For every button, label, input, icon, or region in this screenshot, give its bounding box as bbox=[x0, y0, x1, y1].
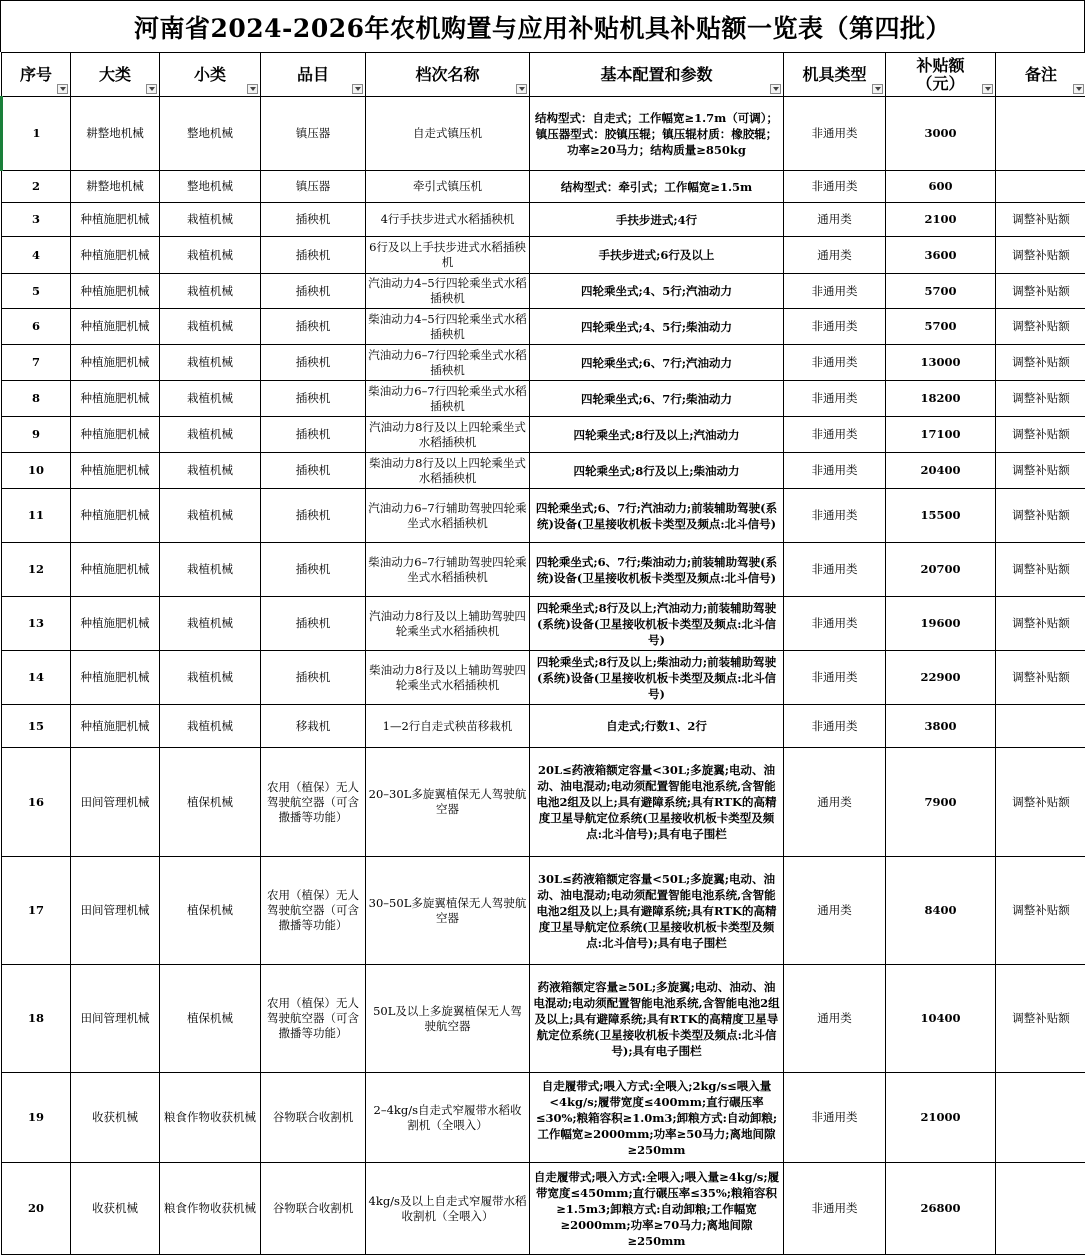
col-header-subcategory bbox=[160, 53, 261, 97]
cell-amount[interactable]: 5700 bbox=[886, 309, 996, 345]
cell-amount[interactable]: 10400 bbox=[886, 965, 996, 1073]
cell-no[interactable]: 2 bbox=[2, 171, 71, 203]
cell-amount[interactable]: 18200 bbox=[886, 381, 996, 417]
col-header-label: 补贴额（元） bbox=[906, 57, 976, 93]
cell-type[interactable]: 非通用类 bbox=[784, 1073, 886, 1163]
col-header-label: 机具类型 bbox=[802, 65, 866, 84]
filter-dropdown-icon[interactable] bbox=[247, 84, 258, 94]
cell-sub[interactable]: 植保机械 bbox=[160, 748, 261, 857]
cell-type[interactable]: 非通用类 bbox=[784, 543, 886, 597]
cell-sub[interactable]: 栽植机械 bbox=[160, 453, 261, 489]
cell-cat[interactable]: 种植施肥机械 bbox=[71, 543, 160, 597]
cell-grade[interactable]: 柴油动力4–5行四轮乘坐式水稻插秧机 bbox=[366, 309, 530, 345]
cell-no[interactable]: 8 bbox=[2, 381, 71, 417]
cell-note[interactable] bbox=[996, 1163, 1085, 1255]
col-header-spec bbox=[530, 53, 784, 97]
cell-spec[interactable]: 结构型式：牵引式；工作幅宽≥1.5m bbox=[530, 171, 784, 203]
cell-no[interactable]: 11 bbox=[2, 489, 71, 543]
cell-cat[interactable]: 耕整地机械 bbox=[71, 97, 160, 171]
cell-sub[interactable]: 栽植机械 bbox=[160, 345, 261, 381]
cell-type[interactable]: 非通用类 bbox=[784, 651, 886, 705]
cell-grade[interactable]: 汽油动力6–7行辅助驾驶四轮乘坐式水稻插秧机 bbox=[366, 489, 530, 543]
cell-note[interactable]: 调整补贴额 bbox=[996, 965, 1085, 1073]
cell-sub[interactable]: 整地机械 bbox=[160, 171, 261, 203]
cell-spec[interactable]: 手扶步进式;4行 bbox=[530, 203, 784, 237]
table-row bbox=[2, 237, 1085, 274]
cell-item[interactable]: 农用（植保）无人驾驶航空器（可含撒播等功能） bbox=[261, 857, 366, 965]
cell-amount[interactable]: 21000 bbox=[886, 1073, 996, 1163]
filter-dropdown-icon[interactable] bbox=[516, 84, 527, 94]
cell-grade[interactable]: 柴油动力6–7行辅助驾驶四轮乘坐式水稻插秧机 bbox=[366, 543, 530, 597]
cell-sub[interactable]: 栽植机械 bbox=[160, 237, 261, 274]
cell-item[interactable]: 插秧机 bbox=[261, 597, 366, 651]
cell-spec[interactable]: 手扶步进式;6行及以上 bbox=[530, 237, 784, 274]
cell-cat[interactable]: 种植施肥机械 bbox=[71, 309, 160, 345]
table-row bbox=[2, 345, 1085, 381]
cell-note[interactable]: 调整补贴额 bbox=[996, 489, 1085, 543]
cell-amount[interactable]: 600 bbox=[886, 171, 996, 203]
cell-sub[interactable]: 栽植机械 bbox=[160, 651, 261, 705]
cell-note[interactable]: 调整补贴额 bbox=[996, 748, 1085, 857]
table-row bbox=[2, 965, 1085, 1073]
cell-no[interactable]: 18 bbox=[2, 965, 71, 1073]
cell-amount[interactable]: 26800 bbox=[886, 1163, 996, 1255]
filter-dropdown-icon[interactable] bbox=[146, 84, 157, 94]
cell-grade[interactable]: 汽油动力8行及以上辅助驾驶四轮乘坐式水稻插秧机 bbox=[366, 597, 530, 651]
cell-spec[interactable]: 四轮乘坐式;8行及以上;柴油动力 bbox=[530, 453, 784, 489]
cell-amount[interactable]: 3800 bbox=[886, 705, 996, 748]
cell-cat[interactable]: 田间管理机械 bbox=[71, 748, 160, 857]
cell-type[interactable]: 非通用类 bbox=[784, 705, 886, 748]
cell-amount[interactable]: 22900 bbox=[886, 651, 996, 705]
cell-no[interactable]: 5 bbox=[2, 274, 71, 309]
col-header-note bbox=[996, 53, 1085, 97]
cell-note[interactable] bbox=[996, 171, 1085, 203]
cell-cat[interactable]: 收获机械 bbox=[71, 1163, 160, 1255]
col-header-amount bbox=[886, 53, 996, 97]
cell-no[interactable]: 20 bbox=[2, 1163, 71, 1255]
cell-note[interactable]: 调整补贴额 bbox=[996, 857, 1085, 965]
table-row bbox=[2, 651, 1085, 705]
cell-amount[interactable]: 8400 bbox=[886, 857, 996, 965]
sheet-title: 河南省2024-2026年农机购置与应用补贴机具补贴额一览表（第四批） bbox=[0, 0, 1085, 52]
cell-sub[interactable]: 栽植机械 bbox=[160, 705, 261, 748]
col-header-label: 序号 bbox=[20, 65, 52, 84]
cell-grade[interactable]: 50L及以上多旋翼植保无人驾驶航空器 bbox=[366, 965, 530, 1073]
cell-item[interactable]: 插秧机 bbox=[261, 417, 366, 453]
cell-sub[interactable]: 栽植机械 bbox=[160, 597, 261, 651]
cell-cat[interactable]: 种植施肥机械 bbox=[71, 381, 160, 417]
cell-sub[interactable]: 栽植机械 bbox=[160, 381, 261, 417]
table-row bbox=[2, 1163, 1085, 1255]
cell-grade[interactable]: 牵引式镇压机 bbox=[366, 171, 530, 203]
cell-note[interactable] bbox=[996, 1073, 1085, 1163]
col-header-type bbox=[784, 53, 886, 97]
cell-note[interactable]: 调整补贴额 bbox=[996, 345, 1085, 381]
table-row bbox=[2, 417, 1085, 453]
cell-note[interactable]: 调整补贴额 bbox=[996, 237, 1085, 274]
col-header-label: 备注 bbox=[1025, 65, 1057, 84]
cell-spec[interactable]: 自走履带式;喂入方式:全喂入;喂入量≥4kg/s;履带宽度≤450mm;直行碾压率≤35%;粮箱容积≥1.5m3;卸粮方式:自动卸粮;工作幅宽≥2000mm;功率≥70马力;离地间隙≥250mm bbox=[530, 1163, 784, 1255]
cell-note[interactable]: 调整补贴额 bbox=[996, 453, 1085, 489]
table-body bbox=[2, 97, 1085, 1255]
cell-spec[interactable]: 结构型式：自走式；工作幅宽≥1.7m（可调）；镇压器型式：胶镇压辊；镇压辊材质：橡胶辊；功率≥20马力；结构质量≥850kg bbox=[530, 97, 784, 171]
cell-grade[interactable]: 6行及以上手扶步进式水稻插秧机 bbox=[366, 237, 530, 274]
cell-item[interactable]: 谷物联合收割机 bbox=[261, 1073, 366, 1163]
cell-type[interactable]: 非通用类 bbox=[784, 274, 886, 309]
cell-type[interactable]: 非通用类 bbox=[784, 381, 886, 417]
filter-dropdown-icon[interactable] bbox=[1073, 84, 1084, 94]
cell-note[interactable]: 调整补贴额 bbox=[996, 381, 1085, 417]
table-row bbox=[2, 597, 1085, 651]
cell-sub[interactable]: 植保机械 bbox=[160, 965, 261, 1073]
cell-grade[interactable]: 20–30L多旋翼植保无人驾驶航空器 bbox=[366, 748, 530, 857]
cell-no[interactable]: 10 bbox=[2, 453, 71, 489]
cell-amount[interactable]: 3600 bbox=[886, 237, 996, 274]
cell-note[interactable]: 调整补贴额 bbox=[996, 597, 1085, 651]
cell-amount[interactable]: 5700 bbox=[886, 274, 996, 309]
table-row bbox=[2, 857, 1085, 965]
cell-spec[interactable]: 四轮乘坐式;4、5行;汽油动力 bbox=[530, 274, 784, 309]
cell-cat[interactable]: 收获机械 bbox=[71, 1073, 160, 1163]
cell-grade[interactable]: 自走式镇压机 bbox=[366, 97, 530, 171]
cell-no[interactable]: 13 bbox=[2, 597, 71, 651]
cell-grade[interactable]: 30–50L多旋翼植保无人驾驶航空器 bbox=[366, 857, 530, 965]
cell-no[interactable]: 7 bbox=[2, 345, 71, 381]
cell-sub[interactable]: 粮食作物收获机械 bbox=[160, 1073, 261, 1163]
cell-item[interactable]: 插秧机 bbox=[261, 381, 366, 417]
table-row bbox=[2, 381, 1085, 417]
cell-cat[interactable]: 种植施肥机械 bbox=[71, 417, 160, 453]
cell-sub[interactable]: 栽植机械 bbox=[160, 274, 261, 309]
filter-dropdown-icon[interactable] bbox=[352, 84, 363, 94]
table-row bbox=[2, 705, 1085, 748]
cell-type[interactable]: 非通用类 bbox=[784, 597, 886, 651]
cell-amount[interactable]: 19600 bbox=[886, 597, 996, 651]
cell-grade[interactable]: 柴油动力8行及以上辅助驾驶四轮乘坐式水稻插秧机 bbox=[366, 651, 530, 705]
cell-cat[interactable]: 种植施肥机械 bbox=[71, 597, 160, 651]
cell-no[interactable]: 12 bbox=[2, 543, 71, 597]
cell-item[interactable]: 插秧机 bbox=[261, 651, 366, 705]
cell-type[interactable]: 非通用类 bbox=[784, 97, 886, 171]
cell-note[interactable]: 调整补贴额 bbox=[996, 309, 1085, 345]
cell-no[interactable]: 19 bbox=[2, 1073, 71, 1163]
table-row bbox=[2, 171, 1085, 203]
cell-amount[interactable]: 20400 bbox=[886, 453, 996, 489]
cell-amount[interactable]: 2100 bbox=[886, 203, 996, 237]
cell-spec[interactable]: 药液箱额定容量≥50L;多旋翼;电动、油动、油电混动;电动须配置智能电池系统,含智能电池2组及以上;具有避障系统;具有RTK的高精度卫星导航定位系统(卫星接收机板卡类型及频点:北斗信号);具有电子围栏 bbox=[530, 965, 784, 1073]
table-row bbox=[2, 309, 1085, 345]
table-row bbox=[2, 1073, 1085, 1163]
cell-note[interactable]: 调整补贴额 bbox=[996, 274, 1085, 309]
filter-dropdown-icon[interactable] bbox=[57, 84, 68, 94]
cell-type[interactable]: 通用类 bbox=[784, 857, 886, 965]
col-header-grade bbox=[366, 53, 530, 97]
cell-item[interactable]: 移栽机 bbox=[261, 705, 366, 748]
cell-spec[interactable]: 30L≤药液箱额定容量<50L;多旋翼;电动、油动、油电混动;电动须配置智能电池系统,含智能电池2组及以上;具有避障系统;具有RTK的高精度卫星导航定位系统(卫星接收机板卡类型及频点:北斗信号);具有电子围栏 bbox=[530, 857, 784, 965]
cell-cat[interactable]: 田间管理机械 bbox=[71, 857, 160, 965]
cell-sub[interactable]: 粮食作物收获机械 bbox=[160, 1163, 261, 1255]
cell-grade[interactable]: 汽油动力8行及以上四轮乘坐式水稻插秧机 bbox=[366, 417, 530, 453]
col-header-label: 大类 bbox=[99, 65, 131, 84]
filter-dropdown-icon[interactable] bbox=[872, 84, 883, 94]
cell-cat[interactable]: 种植施肥机械 bbox=[71, 345, 160, 381]
cell-amount[interactable]: 20700 bbox=[886, 543, 996, 597]
col-header-label: 档次名称 bbox=[415, 65, 479, 84]
filter-dropdown-icon[interactable] bbox=[982, 84, 993, 94]
cell-grade[interactable]: 4kg/s及以上自走式窄履带水稻收割机（全喂入） bbox=[366, 1163, 530, 1255]
cell-sub[interactable]: 栽植机械 bbox=[160, 543, 261, 597]
cell-note[interactable]: 调整补贴额 bbox=[996, 543, 1085, 597]
cell-type[interactable]: 通用类 bbox=[784, 748, 886, 857]
cell-type[interactable]: 通用类 bbox=[784, 237, 886, 274]
cell-item[interactable]: 谷物联合收割机 bbox=[261, 1163, 366, 1255]
cell-cat[interactable]: 种植施肥机械 bbox=[71, 453, 160, 489]
table-row bbox=[2, 274, 1085, 309]
cell-amount[interactable]: 3000 bbox=[886, 97, 996, 171]
cell-item[interactable]: 插秧机 bbox=[261, 274, 366, 309]
cell-no[interactable]: 17 bbox=[2, 857, 71, 965]
cell-no[interactable]: 3 bbox=[2, 203, 71, 237]
cell-type[interactable]: 非通用类 bbox=[784, 1163, 886, 1255]
cell-grade[interactable]: 柴油动力8行及以上四轮乘坐式水稻插秧机 bbox=[366, 453, 530, 489]
table-row bbox=[2, 543, 1085, 597]
col-header-label: 品目 bbox=[297, 65, 329, 84]
cell-type[interactable]: 非通用类 bbox=[784, 489, 886, 543]
cell-grade[interactable]: 汽油动力4–5行四轮乘坐式水稻插秧机 bbox=[366, 274, 530, 309]
cell-item[interactable]: 农用（植保）无人驾驶航空器（可含撒播等功能） bbox=[261, 748, 366, 857]
cell-no[interactable]: 15 bbox=[2, 705, 71, 748]
cell-spec[interactable]: 四轮乘坐式;6、7行;汽油动力;前装辅助驾驶(系统)设备(卫星接收机板卡类型及频点:北斗信号) bbox=[530, 489, 784, 543]
cell-item[interactable]: 镇压器 bbox=[261, 97, 366, 171]
cell-item[interactable]: 插秧机 bbox=[261, 453, 366, 489]
cell-cat[interactable]: 种植施肥机械 bbox=[71, 651, 160, 705]
cell-cat[interactable]: 种植施肥机械 bbox=[71, 489, 160, 543]
cell-spec[interactable]: 自走履带式;喂入方式:全喂入;2kg/s≤喂入量<4kg/s;履带宽度≤400mm;直行碾压率≤30%;粮箱容积≥1.0m3;卸粮方式:自动卸粮;工作幅宽≥2000mm;功率≥50马力;离地间隙≥250mm bbox=[530, 1073, 784, 1163]
cell-no[interactable]: 6 bbox=[2, 309, 71, 345]
cell-amount[interactable]: 17100 bbox=[886, 417, 996, 453]
col-header-category bbox=[71, 53, 160, 97]
cell-grade[interactable]: 2–4kg/s自走式窄履带水稻收割机（全喂入） bbox=[366, 1073, 530, 1163]
cell-no[interactable]: 9 bbox=[2, 417, 71, 453]
cell-note[interactable]: 调整补贴额 bbox=[996, 203, 1085, 237]
cell-grade[interactable]: 1—2行自走式秧苗移栽机 bbox=[366, 705, 530, 748]
cell-spec[interactable]: 20L≤药液箱额定容量<30L;多旋翼;电动、油动、油电混动;电动须配置智能电池系统,含智能电池2组及以上;具有避障系统;具有RTK的高精度卫星导航定位系统(卫星接收机板卡类型及频点:北斗信号);具有电子围栏 bbox=[530, 748, 784, 857]
cell-grade[interactable]: 柴油动力6–7行四轮乘坐式水稻插秧机 bbox=[366, 381, 530, 417]
cell-amount[interactable]: 7900 bbox=[886, 748, 996, 857]
cell-no[interactable]: 4 bbox=[2, 237, 71, 274]
cell-sub[interactable]: 栽植机械 bbox=[160, 417, 261, 453]
cell-type[interactable]: 非通用类 bbox=[784, 345, 886, 381]
cell-note[interactable]: 调整补贴额 bbox=[996, 651, 1085, 705]
cell-spec[interactable]: 四轮乘坐式;6、7行;汽油动力 bbox=[530, 345, 784, 381]
cell-item[interactable]: 插秧机 bbox=[261, 309, 366, 345]
cell-item[interactable]: 插秧机 bbox=[261, 489, 366, 543]
table-row bbox=[2, 489, 1085, 543]
cell-item[interactable]: 插秧机 bbox=[261, 345, 366, 381]
cell-type[interactable]: 非通用类 bbox=[784, 417, 886, 453]
cell-cat[interactable]: 种植施肥机械 bbox=[71, 705, 160, 748]
cell-spec[interactable]: 四轮乘坐式;4、5行;柴油动力 bbox=[530, 309, 784, 345]
col-header-label: 基本配置和参数 bbox=[600, 65, 712, 84]
header-row bbox=[2, 53, 1085, 97]
cell-type[interactable]: 非通用类 bbox=[784, 171, 886, 203]
cell-spec[interactable]: 四轮乘坐式;8行及以上;汽油动力;前装辅助驾驶(系统)设备(卫星接收机板卡类型及频点:北斗信号) bbox=[530, 597, 784, 651]
cell-type[interactable]: 非通用类 bbox=[784, 453, 886, 489]
cell-item[interactable]: 插秧机 bbox=[261, 543, 366, 597]
cell-sub[interactable]: 栽植机械 bbox=[160, 489, 261, 543]
col-header-no bbox=[2, 53, 71, 97]
cell-sub[interactable]: 植保机械 bbox=[160, 857, 261, 965]
cell-spec[interactable]: 自走式;行数1、2行 bbox=[530, 705, 784, 748]
cell-no[interactable]: 16 bbox=[2, 748, 71, 857]
cell-item[interactable]: 插秧机 bbox=[261, 203, 366, 237]
cell-type[interactable]: 通用类 bbox=[784, 203, 886, 237]
cell-note[interactable]: 调整补贴额 bbox=[996, 417, 1085, 453]
cell-spec[interactable]: 四轮乘坐式;8行及以上;汽油动力 bbox=[530, 417, 784, 453]
cell-cat[interactable]: 田间管理机械 bbox=[71, 965, 160, 1073]
cell-note[interactable] bbox=[996, 705, 1085, 748]
table-row bbox=[2, 97, 1085, 171]
cell-grade[interactable]: 汽油动力6–7行四轮乘坐式水稻插秧机 bbox=[366, 345, 530, 381]
cell-amount[interactable]: 15500 bbox=[886, 489, 996, 543]
cell-cat[interactable]: 种植施肥机械 bbox=[71, 274, 160, 309]
cell-item[interactable]: 插秧机 bbox=[261, 237, 366, 274]
cell-type[interactable]: 通用类 bbox=[784, 965, 886, 1073]
cell-no[interactable]: 1 bbox=[2, 97, 71, 171]
cell-sub[interactable]: 整地机械 bbox=[160, 97, 261, 171]
cell-cat[interactable]: 耕整地机械 bbox=[71, 171, 160, 203]
table-row bbox=[2, 203, 1085, 237]
cell-spec[interactable]: 四轮乘坐式;6、7行;柴油动力;前装辅助驾驶(系统)设备(卫星接收机板卡类型及频点:北斗信号) bbox=[530, 543, 784, 597]
cell-sub[interactable]: 栽植机械 bbox=[160, 203, 261, 237]
cell-sub[interactable]: 栽植机械 bbox=[160, 309, 261, 345]
cell-no[interactable]: 14 bbox=[2, 651, 71, 705]
cell-spec[interactable]: 四轮乘坐式;8行及以上;柴油动力;前装辅助驾驶(系统)设备(卫星接收机板卡类型及频点:北斗信号) bbox=[530, 651, 784, 705]
col-header-label: 小类 bbox=[194, 65, 226, 84]
cell-type[interactable]: 非通用类 bbox=[784, 309, 886, 345]
cell-cat[interactable]: 种植施肥机械 bbox=[71, 203, 160, 237]
subsidy-table bbox=[0, 52, 1085, 1255]
cell-spec[interactable]: 四轮乘坐式;6、7行;柴油动力 bbox=[530, 381, 784, 417]
filter-dropdown-icon[interactable] bbox=[770, 84, 781, 94]
cell-note[interactable] bbox=[996, 97, 1085, 171]
cell-amount[interactable]: 13000 bbox=[886, 345, 996, 381]
table-row bbox=[2, 748, 1085, 857]
cell-cat[interactable]: 种植施肥机械 bbox=[71, 237, 160, 274]
cell-item[interactable]: 农用（植保）无人驾驶航空器（可含撒播等功能） bbox=[261, 965, 366, 1073]
table-row bbox=[2, 453, 1085, 489]
col-header-item bbox=[261, 53, 366, 97]
cell-item[interactable]: 镇压器 bbox=[261, 171, 366, 203]
cell-grade[interactable]: 4行手扶步进式水稻插秧机 bbox=[366, 203, 530, 237]
